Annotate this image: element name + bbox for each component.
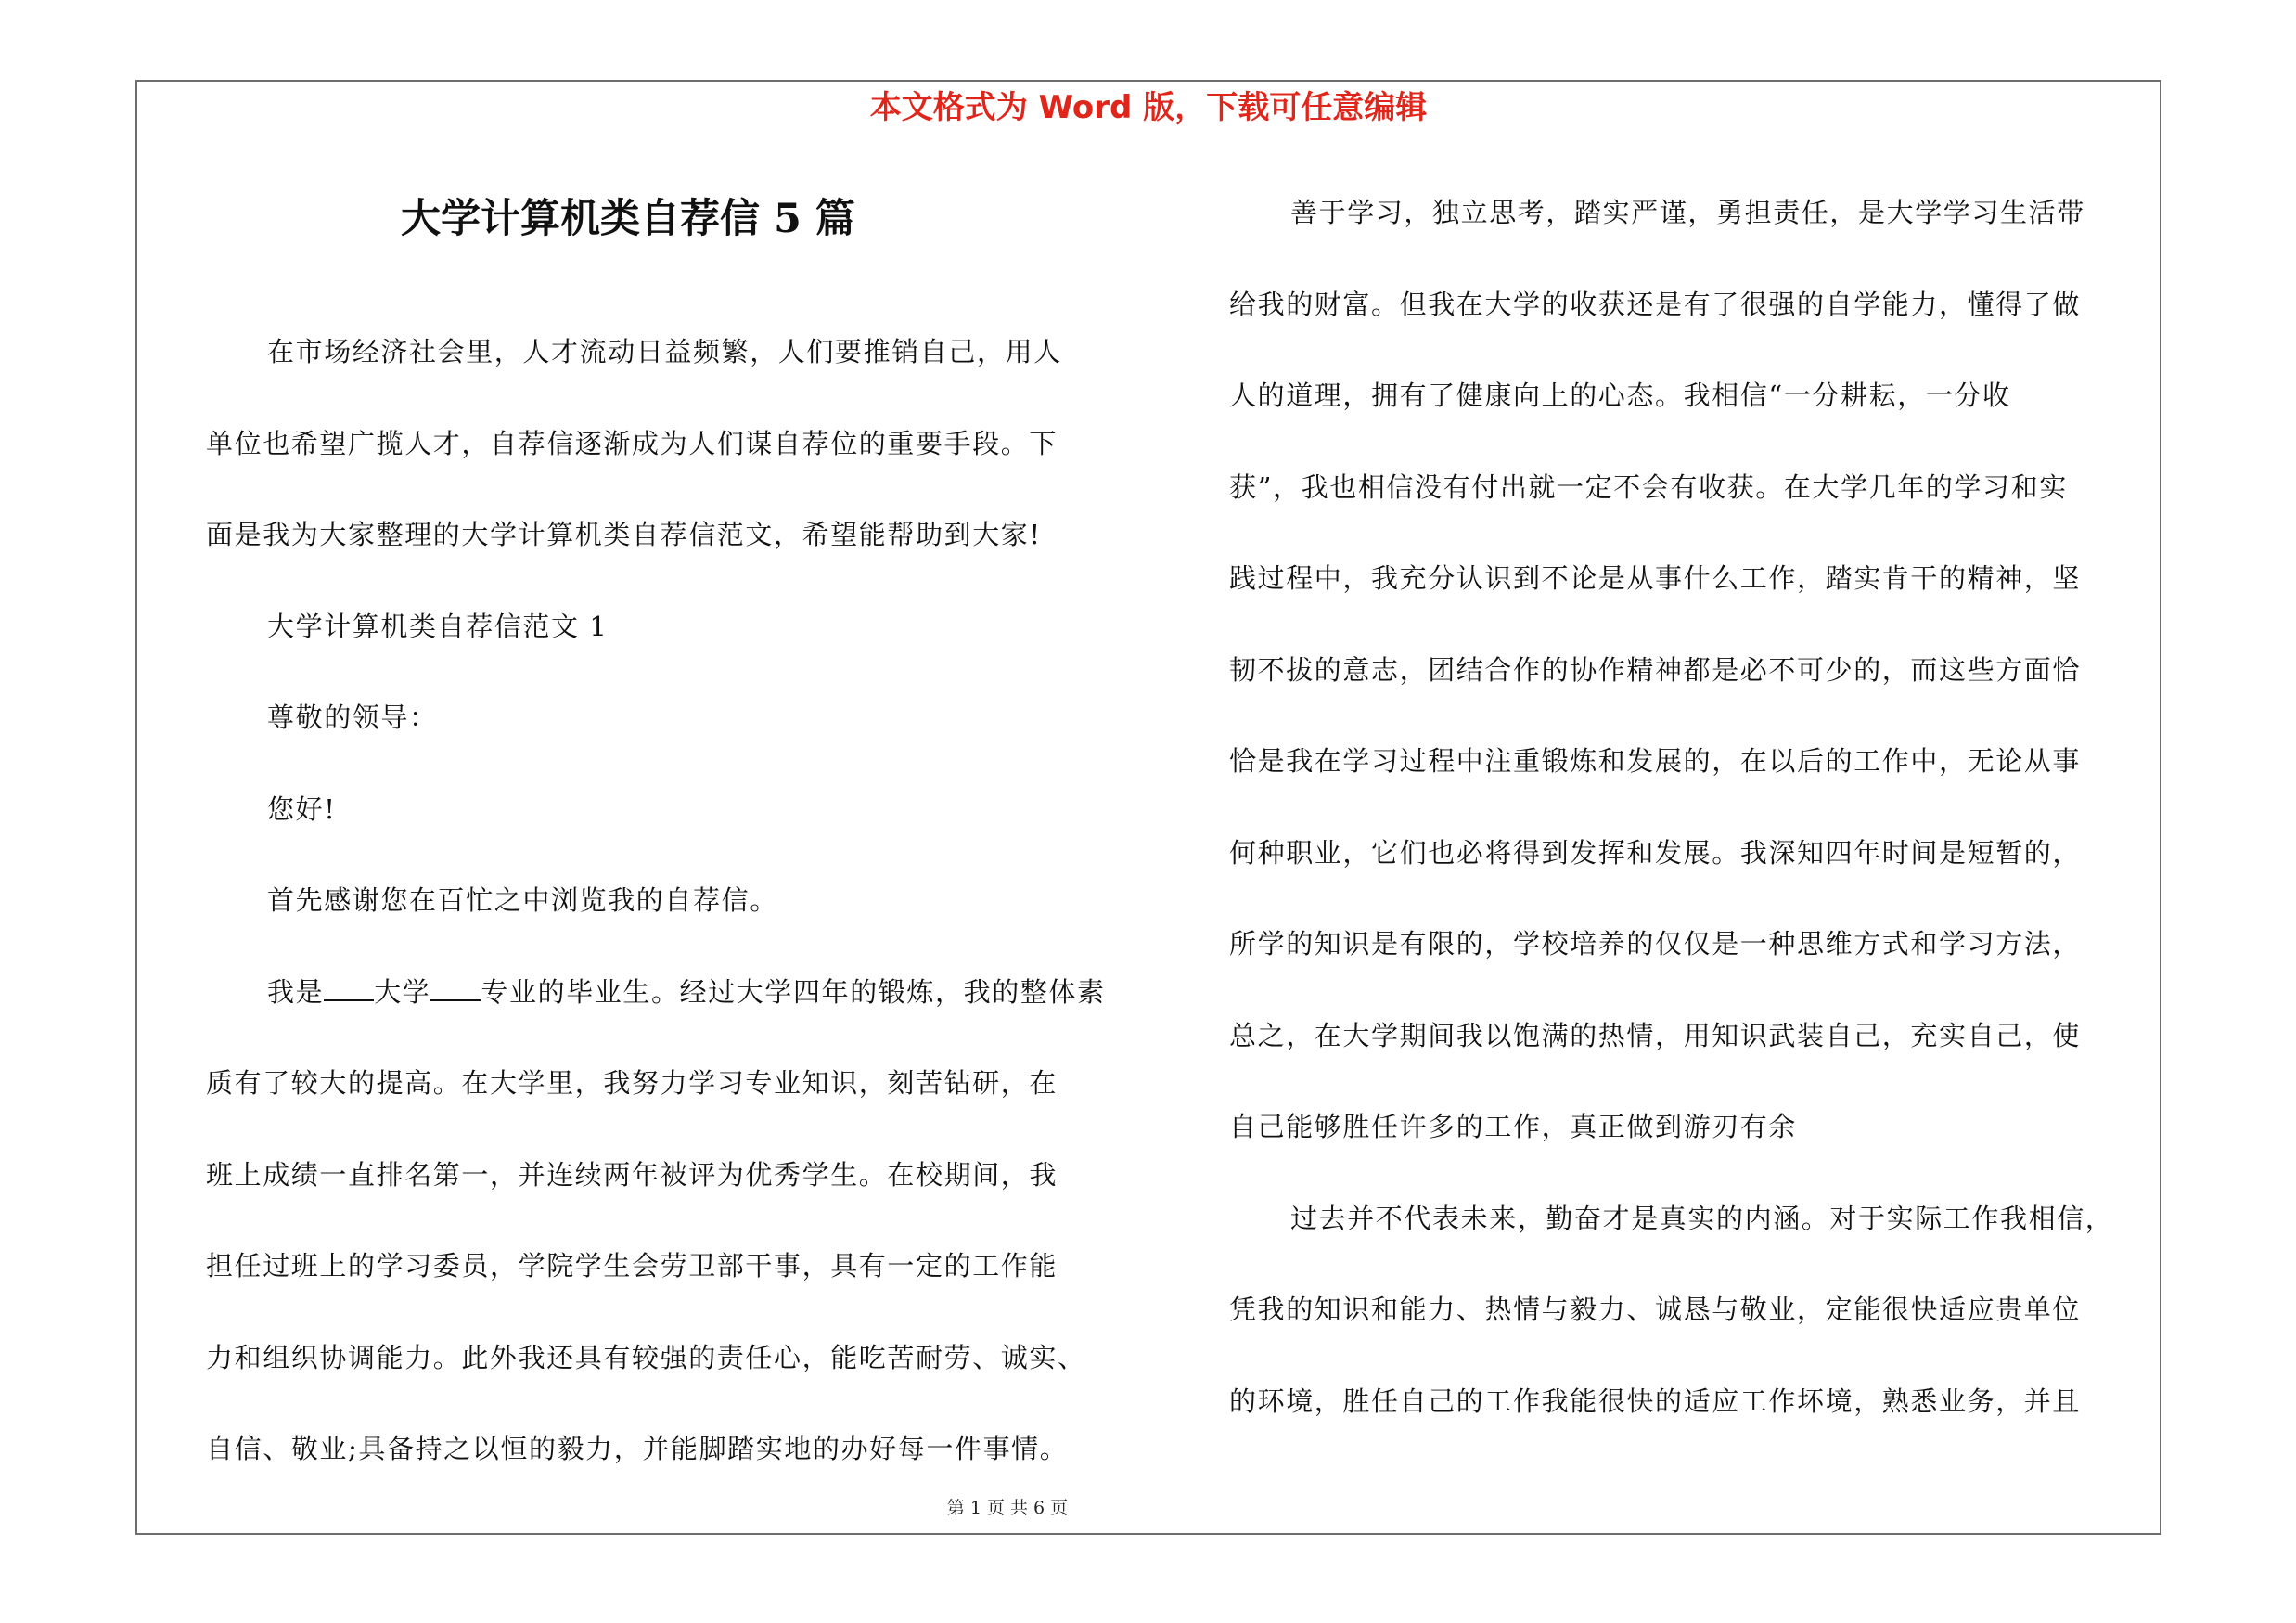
intro-line-1: 在市场经济社会里，人才流动日益频繁，人们要推销自己，用人 <box>267 336 1062 367</box>
paragraph-line: 何种职业，它们也必将得到发挥和发展。我深知四年时间是短暂的， <box>1229 836 2082 869</box>
paragraph-line: 自信、敬业;具备持之以恒的毅力，并能脚踏实地的办好每一件事情。 <box>206 1433 1069 1464</box>
fill-in-blank <box>430 975 481 1001</box>
text-segment: 大学 <box>374 975 431 1008</box>
section-heading-1: 大学计算机类自荐信范文 1 <box>267 610 609 642</box>
paragraph-line: 班上成绩一直排名第一，并连续两年被评为优秀学生。在校期间，我 <box>206 1158 1058 1191</box>
paragraph-line: 质有了较大的提高。在大学里，我努力学习专业知识，刻苦钻研，在 <box>206 1067 1058 1099</box>
left-column <box>206 167 1134 1495</box>
paragraph-line: 韧不拔的意志，团结合作的协作精神都是必不可少的，而这些方面恰 <box>1229 653 2082 686</box>
paragraph-line: 的环境，胜任自己的工作我能很快的适应工作坏境，熟悉业务，并且 <box>1229 1385 2082 1417</box>
paragraph-line: 总之，在大学期间我以饱满的热情，用知识武装自己，充实自己，使 <box>1229 1019 2082 1051</box>
fill-in-blank <box>324 975 374 1001</box>
right-column <box>1229 167 2162 1447</box>
format-notice-banner: 本文格式为 Word 版，下载可任意编辑 <box>869 89 1428 126</box>
intro-line-2: 单位也希望广揽人才，自荐信逐渐成为人们谋自荐位的重要手段。下 <box>206 427 1058 459</box>
document-title: 大学计算机类自荐信 5 篇 <box>401 196 855 242</box>
paragraph-line: 给我的财富。但我在大学的收获还是有了很强的自学能力，懂得了做 <box>1229 288 2082 320</box>
intro-line-3: 面是我为大家整理的大学计算机类自荐信范文，希望能帮助到大家! <box>206 519 1042 550</box>
paragraph-line: 人的道理，拥有了健康向上的心态。我相信“一分耕耘，一分收 <box>1229 380 2011 411</box>
paragraph-line: 担任过班上的学习委员，学院学生会劳卫部干事，具有一定的工作能 <box>206 1250 1058 1282</box>
paragraph-line: 凭我的知识和能力、热情与毅力、诚恳与敬业，定能很快适应贵单位 <box>1229 1294 2082 1325</box>
paragraph-line <box>206 947 1134 1038</box>
text-segment: 我是 <box>267 975 325 1008</box>
page-number: 第 1 页 共 6 页 <box>946 1498 1069 1518</box>
paragraph-line: 力和组织协调能力。此外我还具有较强的责任心，能吃苦耐劳、诚实、 <box>206 1341 1086 1373</box>
greeting: 您好! <box>267 792 337 825</box>
paragraph-line: 自己能够胜任许多的工作，真正做到游刃有余 <box>1229 1111 1798 1142</box>
paragraph-line: 所学的知识是有限的，学校培养的仅仅是一种思维方式和学习方法， <box>1229 928 2082 960</box>
paragraph-line: 恰是我在学习过程中注重锻炼和发展的，在以后的工作中，无论从事 <box>1229 745 2082 777</box>
paragraph-line: 善于学习，独立思考，踏实严谨，勇担责任，是大学学习生活带 <box>1290 197 2085 228</box>
thanks-line: 首先感谢您在百忙之中浏览我的自荐信。 <box>267 884 778 916</box>
paragraph-line: 获”，我也相信没有付出就一定不会有收获。在大学几年的学习和实 <box>1229 470 2068 503</box>
text-segment: 专业的毕业生。经过大学四年的锻炼，我的整体素 <box>481 975 1106 1008</box>
salutation: 尊敬的领导： <box>267 702 438 733</box>
paragraph-line: 践过程中，我充分认识到不论是从事什么工作，踏实肯干的精神，坚 <box>1229 562 2082 594</box>
paragraph-line: 过去并不代表未来，勤奋才是真实的内涵。对于实际工作我相信， <box>1290 1202 2114 1234</box>
